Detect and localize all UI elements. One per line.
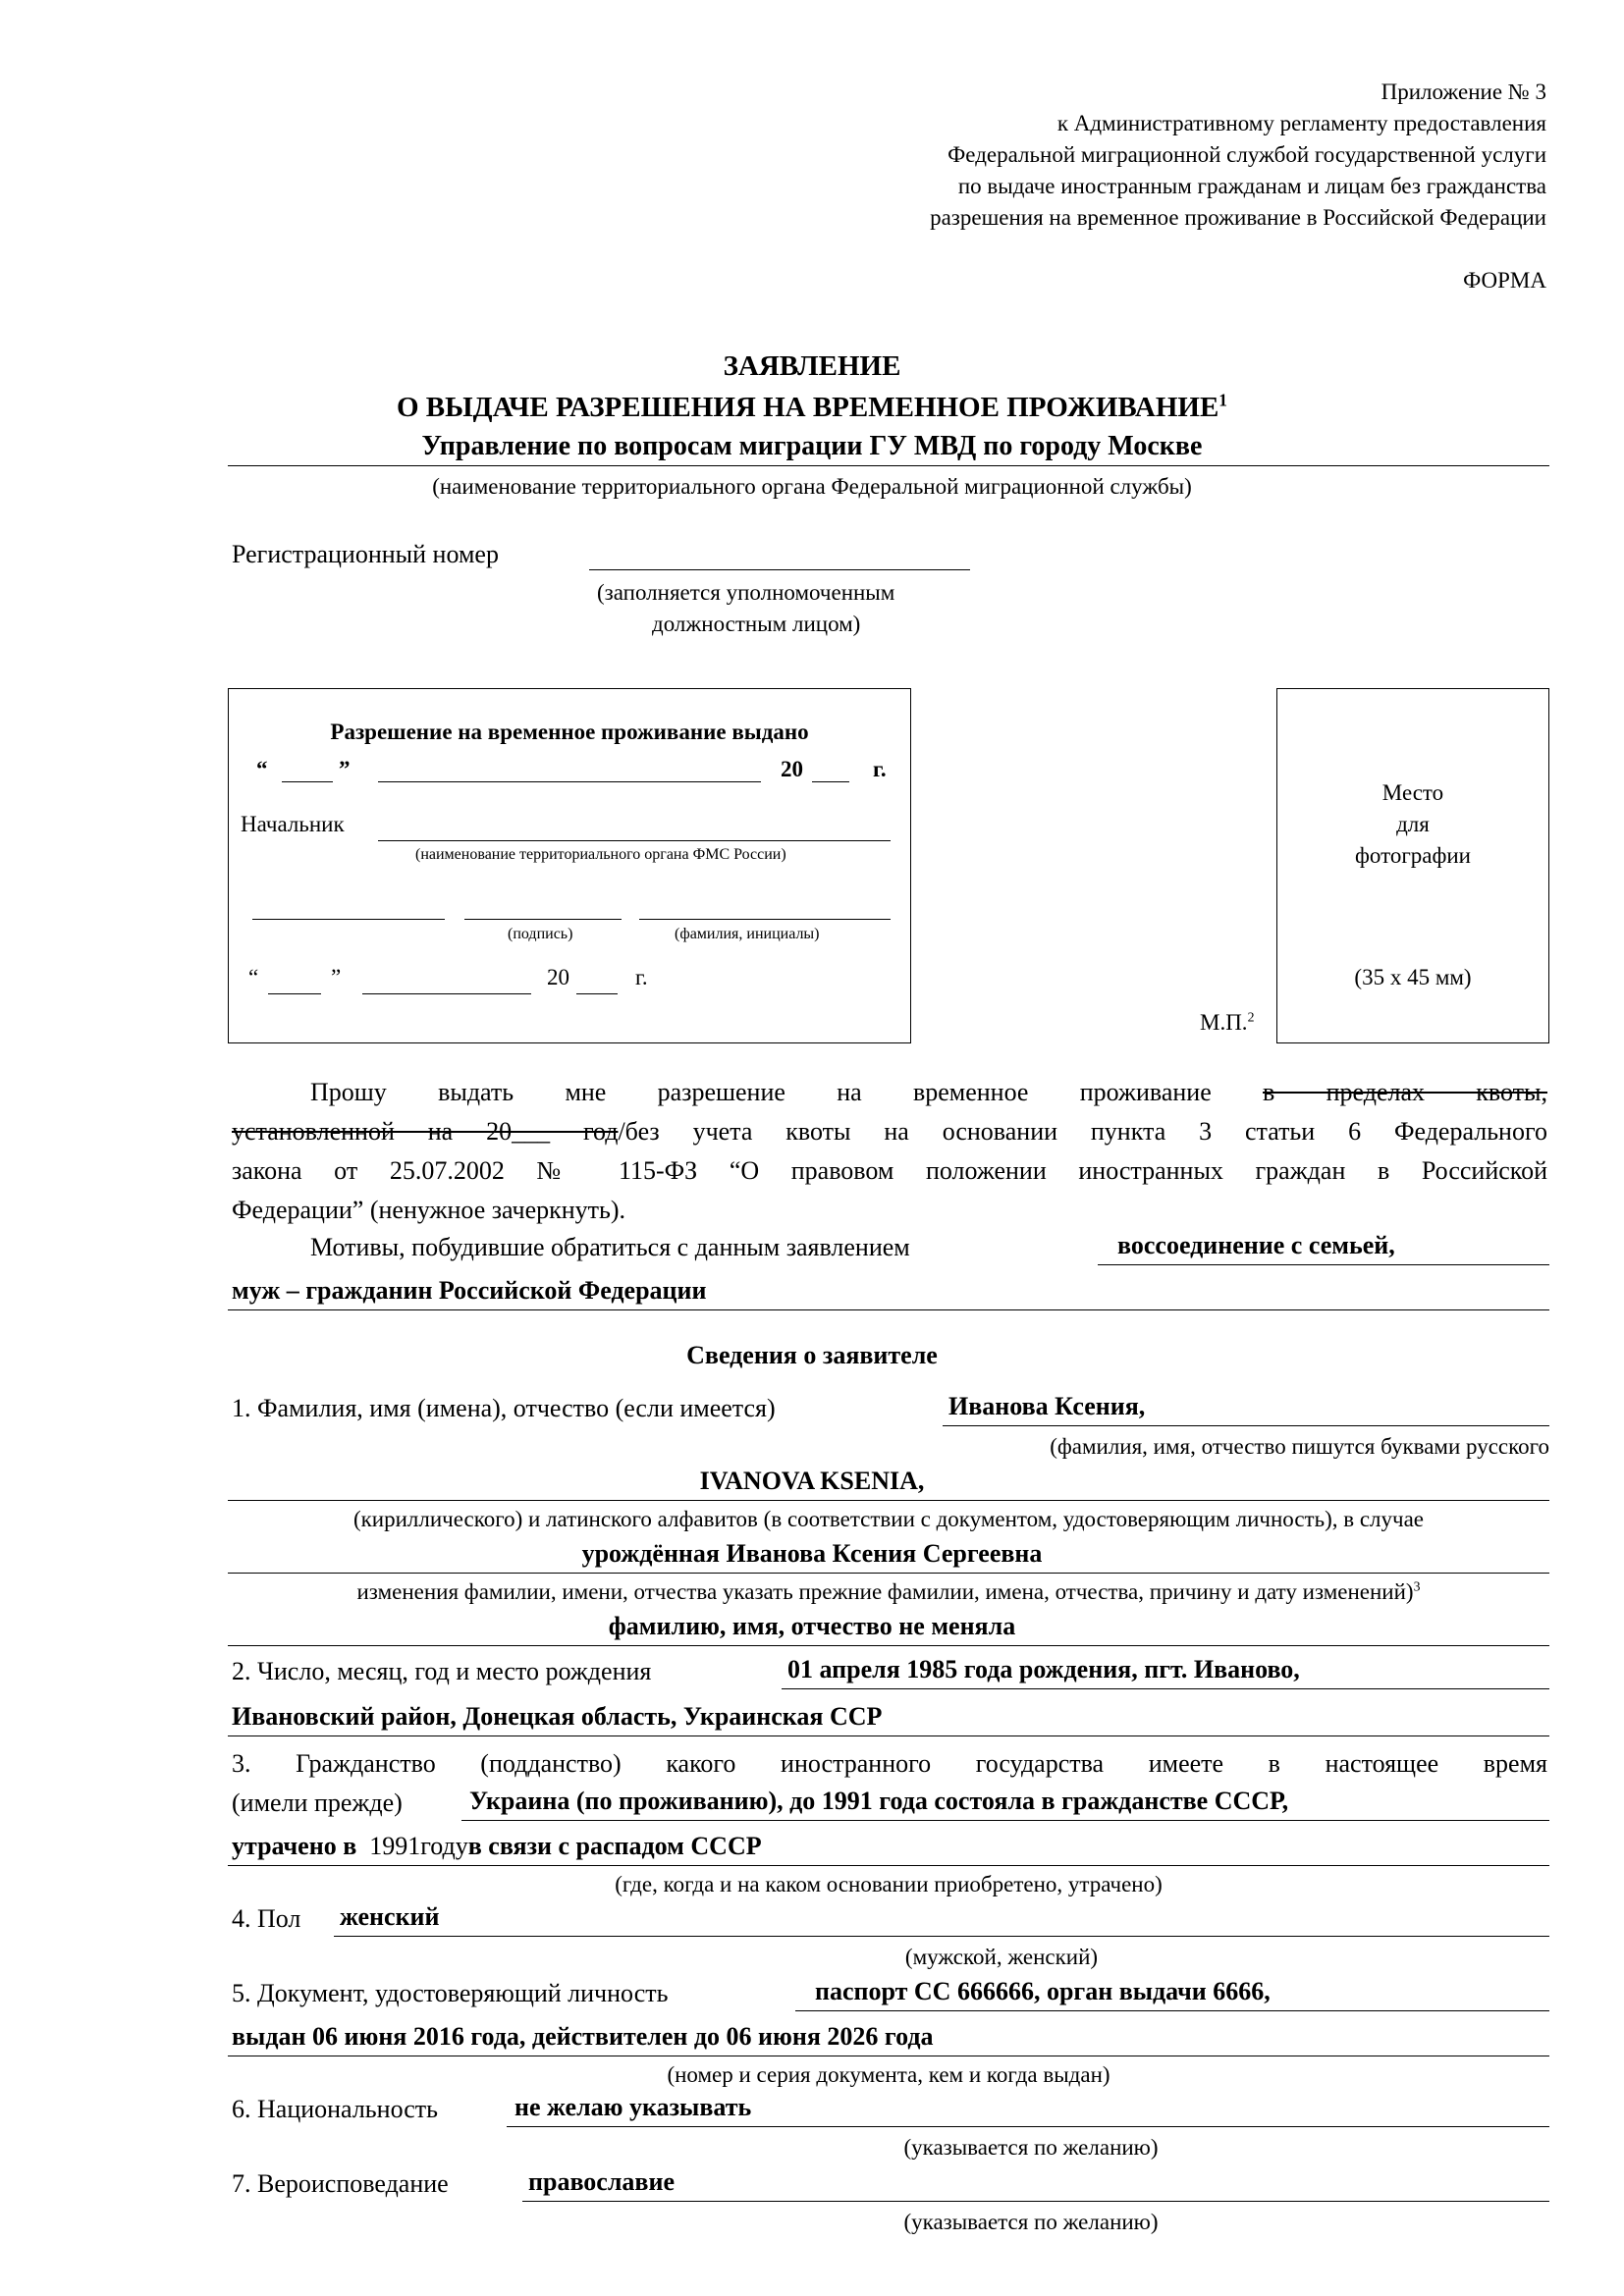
q7-value[interactable]: православие (528, 2167, 675, 2196)
request-paragraph: Прошу выдать мне разрешение на временное проживание в пределах квоты, установленной на 20___ год/без учета квоты на основании пункта 3 статьи 6 Федерального закона от 25.07.2002 № 115-ФЗ “О правовом положении иностранных граждан в Российской Федерации” (ненужное зачеркнуть). (232, 1078, 1548, 1224)
motives-underline (228, 1309, 1549, 1310)
annex-number: Приложение № 3 (1380, 80, 1546, 104)
registration-caption: (заполняется уполномоченным (597, 580, 895, 605)
year-prefix: 20 (547, 965, 569, 989)
motives-label: Мотивы, побудившие обратиться с данным заявлением (310, 1233, 910, 1261)
struck-quota-text: в пределах квоты, (1263, 1078, 1548, 1106)
registration-caption: должностным лицом) (652, 612, 861, 636)
q1-caption: изменения фамилии, имени, отчества указать прежние фамилии, имена, отчества, причину и дату изменений)$^3$ (356, 1578, 1421, 1604)
section-title: Сведения о заявителе (686, 1341, 938, 1369)
q2-value-cont[interactable]: Ивановский район, Донецкая область, Украинская ССР (232, 1702, 883, 1731)
q1-caption: (фамилия, имя, отчество пишутся буквами русского (1050, 1434, 1549, 1459)
q2-underline (228, 1735, 1549, 1736)
q6-value[interactable]: не желаю указывать (514, 2093, 752, 2121)
authority-underline (228, 465, 1549, 466)
q4-underline (334, 1936, 1549, 1937)
authority-name[interactable]: Управление по вопросам миграции ГУ МВД по городу Москве (421, 431, 1203, 461)
q7-caption: (указывается по желанию) (903, 2210, 1159, 2234)
initials-field[interactable] (639, 919, 891, 920)
photo-size: (35 x 45 мм) (1354, 965, 1472, 989)
q2-value[interactable]: 01 апреля 1985 года рождения, пгт. Иваново, (787, 1655, 1300, 1683)
q4-value[interactable]: женский (340, 1902, 440, 1931)
position-field[interactable] (252, 919, 445, 920)
struck-quota-year: установленной на 20___ год (232, 1117, 619, 1146)
registration-number-field[interactable] (589, 569, 970, 570)
month-field-2[interactable] (362, 993, 531, 994)
document-title: ЗАЯВЛЕНИЕ (723, 350, 901, 382)
annex-line: по выдаче иностранным гражданам и лицам без гражданства (957, 174, 1546, 198)
q5-underline (795, 2010, 1549, 2011)
motives-value-cont[interactable]: муж – гражданин Российской Федерации (232, 1276, 707, 1305)
authority-caption: (наименование территориального органа Федеральной миграционной службы) (432, 474, 1192, 499)
day-field-2[interactable] (268, 993, 321, 994)
q5-caption: (номер и серия документа, кем и когда выдан) (667, 2062, 1110, 2087)
annex-line: разрешения на временное проживание в Российской Федерации (930, 205, 1546, 230)
q1-underline (228, 1573, 1549, 1574)
q5-label: 5. Документ, удостоверяющий личность (232, 1979, 669, 2007)
document-subtitle: О ВЫДАЧЕ РАЗРЕШЕНИЯ НА ВРЕМЕННОЕ ПРОЖИВАНИЕ$^1$ (397, 390, 1227, 423)
q1-value[interactable]: Иванова Ксения, (948, 1392, 1146, 1420)
year-field[interactable] (812, 781, 849, 782)
q7-label: 7. Вероисповедание (232, 2169, 449, 2198)
q1-underline (943, 1425, 1549, 1426)
initials-caption: (фамилия, инициалы) (675, 926, 820, 942)
photo-label: для (1396, 812, 1430, 836)
q1-underline (228, 1645, 1549, 1646)
q1-underline (228, 1500, 1549, 1501)
q3-underline (461, 1820, 1549, 1821)
q1-value-latin[interactable]: IVANOVA KSENIA, (699, 1467, 925, 1495)
q1-value-birthname[interactable]: урождённая Иванова Ксения Сергеевна (581, 1539, 1043, 1568)
q3-caption: (где, когда и на каком основании приобретено, утрачено) (615, 1872, 1163, 1896)
signature-caption: (подпись) (508, 926, 573, 942)
photo-label: Место (1381, 780, 1444, 805)
registration-label: Регистрационный номер (232, 540, 499, 568)
quote-open: “ (248, 965, 259, 989)
q5-value[interactable]: паспорт СС 666666, орган выдачи 6666, (815, 1977, 1271, 2005)
q3-label: 3. Гражданство (подданство) какого иностранного государства имеете в настоящее время (232, 1749, 1547, 1778)
permit-issued-box (228, 688, 911, 1043)
quote-close: ” (339, 757, 351, 781)
q1-value-changes[interactable]: фамилию, имя, отчество не меняла (608, 1612, 1016, 1640)
q2-underline (782, 1688, 1549, 1689)
q3-label: (имели прежде) (232, 1789, 403, 1817)
chief-caption: (наименование территориального органа ФМС России) (415, 846, 786, 863)
month-field[interactable] (378, 781, 761, 782)
form-label: ФОРМА (1463, 268, 1546, 293)
year-field-2[interactable] (576, 993, 618, 994)
q6-underline (507, 2126, 1549, 2127)
chief-label: Начальник (241, 812, 345, 836)
motives-underline (1098, 1264, 1549, 1265)
annex-line: к Административному регламенту предоставления (1056, 111, 1546, 135)
q5-value-cont[interactable]: выдан 06 июня 2016 года, действителен до 06 июня 2026 года (232, 2022, 934, 2051)
signature-field[interactable] (464, 919, 622, 920)
quote-close: ” (331, 965, 342, 989)
day-field[interactable] (282, 781, 333, 782)
q3-value-cont[interactable]: утрачено в 1991годув связи с распадом СССР (232, 1832, 762, 1860)
q1-label: 1. Фамилия, имя (имена), отчество (если имеется) (232, 1394, 776, 1422)
q2-label: 2. Число, месяц, год и место рождения (232, 1657, 652, 1685)
q3-value[interactable]: Украина (по проживанию), до 1991 года состояла в гражданстве СССР, (469, 1787, 1289, 1815)
q4-label: 4. Пол (232, 1904, 301, 1933)
motives-value[interactable]: воссоединение с семьей, (1117, 1231, 1395, 1259)
chief-authority-field[interactable] (378, 840, 891, 841)
quote-open: “ (256, 757, 268, 781)
q4-caption: (мужской, женский) (904, 1945, 1099, 1969)
q7-underline (522, 2201, 1549, 2202)
q1-caption: (кириллического) и латинского алфавитов (в соответствии с документом, удостоверяющим личность), в случае (352, 1507, 1425, 1531)
q3-underline (228, 1865, 1549, 1866)
permit-heading: Разрешение на временное проживание выдано (330, 720, 809, 744)
stamp-place: М.П.$^2$ (1200, 1009, 1255, 1035)
q6-caption: (указывается по желанию) (903, 2135, 1159, 2160)
year-suffix: г. (635, 965, 648, 989)
photo-placeholder (1276, 688, 1549, 1043)
year-suffix: г. (873, 757, 887, 781)
year-prefix: 20 (781, 757, 803, 781)
q6-label: 6. Национальность (232, 2095, 438, 2123)
annex-line: Федеральной миграционной службой государственной услуги (947, 142, 1546, 167)
photo-label: фотографии (1354, 843, 1471, 868)
